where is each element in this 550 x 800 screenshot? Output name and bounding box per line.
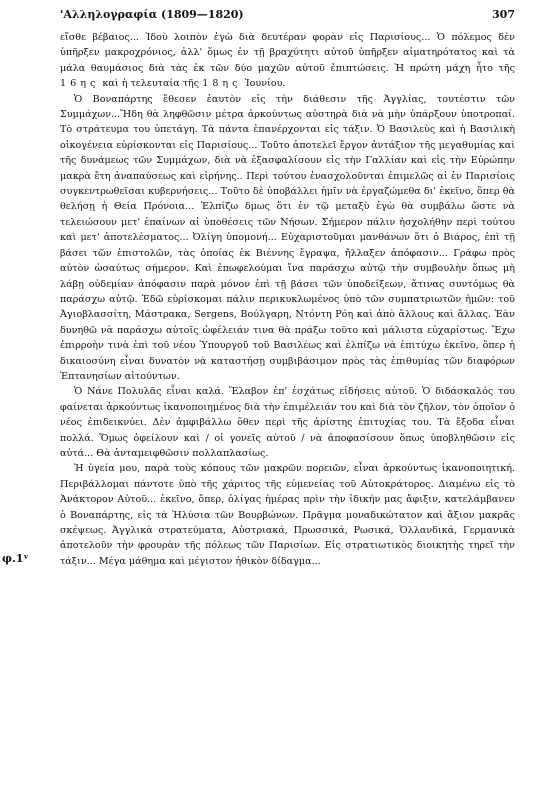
- date-first-battle: 16ης: [60, 78, 100, 90]
- paragraph-1-mid: καὶ ἡ τελευταία τῆς: [102, 78, 200, 90]
- date-last-battle: 18ης: [202, 78, 242, 90]
- paragraph-4: Ἡ ὑγεία μου, παρὰ τοὺς κόπους τῶν μακρῶν πορειῶν, εἶναι ἀρκούντως ἱκανοποιητική. Περιβάλλομαι πάντοτε ὑπὸ τῆς χάριτος τῆς εὐμενείας τοῦ Αὐτοκράτορος. Διαμένω εἰς τὸ Ἀνάκτορον Αὐτοῦ... ἐκεῖνο, ὅπερ, ὀλίγας ἡμέρας πρὶν τὴν ἰδικήν μας ἄφιξιν, κατελάμβανεν ὁ Βοναπάρτης, εἰς τὰ Ἠλύσια τῶν Βουρβώνων. Πρᾶγμα μοναδικώτατον καὶ ἄξιον μακρᾶς σκέψεως. Ἀγγλικὰ στρατεύματα, Αὐστριακά, Πρωσσικά, Ρωσικά, Ὁλλανδικά, Γερμανικὰ ἀποτελοῦν τὴν φρουρὰν τῆς πόλεως τῶν Παρισίων. Εἰς στρατιωτικὸς διοικητὴς τηρεῖ τὴν τάξιν... Μέγα μάθημα καὶ μέγιστον ἠθικὸν δίδαγμα...: [60, 463, 515, 567]
- running-title: 'Αλληλογραφία (1809—1820): [60, 8, 244, 21]
- paragraph-1-tail: Ἰουνίου.: [244, 78, 286, 90]
- paragraph-1-text: εἴσθε βέβαιος... Ἰδοὺ λοιπὸν ἐγὼ διὰ δευτέραν φορὰν εἰς Παρισίους... Ὁ πόλεμος δὲν ὑπῆρξεν μακροχρόνιος, ἀλλ' ὅμως ἐν τῇ βραχύτητι αὐτοῦ ὑπῆρξεν αἱματηρότατος καὶ τὰ μάλα θαυμάσιος διὰ τὰς ἐκ τῶν δύο μαχῶν αὐτοῦ ἐπιπτώσεις. Ἡ πρώτη μάχη ἦτο τῆς: [60, 32, 515, 74]
- letter-body: [60, 30, 515, 569]
- running-header: [60, 8, 515, 24]
- page-number: 307: [492, 8, 515, 21]
- paragraph-3: Ὁ Νάνε Πολυλᾶς εἶναι καλά. Ἔλαβον ἐπ' ἐσχάτως εἰδήσεις αὐτοῦ. Ὁ διδάσκαλός του φαίνεται ἀρκούντως ἱκανοποιημένος διὰ τὴν ἐπιμέλειάν του καὶ διὰ τὸν ζῆλον, τὸν ὁποῖον ὁ νέος ἐπιδεικνύει. Δὲν ἀμφιβάλλω ὅθεν περὶ τῆς ἀρίστης ἐπιτυχίας του. Τὰ ἔξοδα εἶναι πολλά. Ὅμως ὀφείλουν καὶ / οἱ γονεῖς αὐτοῦ / νὰ ἀποφασίσουν ὅπως ὑποβληθῶσιν εἰς αὐτά... Θὰ ἀνταμειφθῶσιν πολλαπλασίως.: [60, 386, 515, 459]
- paragraph-2: Ὁ Βοναπάρτης ἔθεσεν ἑαυτὸν εἰς τὴν διάθεσιν τῆς Ἀγγλίας, τουτέστιν τῶν Συμμάχων...Ἤδη θὰ ληφθῶσιν μέτρα ἀρκούντως αὐστηρὰ διὰ νὰ μὴν ὑπάρξουν ὑποτροπαί. Τὸ στράτευμα του ὑπετάγη. Τὰ πάντα ἐπανέρχονται εἰς τάξιν. Ὁ Βασιλεὺς καὶ ἡ Βασιλικὴ οἰκογένεια εὑρίσκονται εἰς Παρισίους... Τοῦτο ἀποτελεῖ ἔργον ἀντάξιον τῆς μεγαθυμίας καὶ τῆς δυνάμεως τῶν Συμμάχων, διὰ νὰ ἐξασφαλίσουν εἰς τὴν Γαλλίαν καὶ εἰς τὴν Εὐρώπην μακρὰ ἔτη ἀναπαύσεως καὶ εἰρήνης.. Περὶ τούτου ἐνασχολοῦνται ἐπιμελῶς αἱ ἐν Παρισίοις συγκεντρωθεῖσαι κυβερνήσεις... Τοῦτο δὲ ὑποβάλλει ἡμῖν νὰ ἐργαζώμεθα δι' ἐκεῖνο, ὅπερ θὰ θελήσῃ ἡ Θεία Πρόνοια... Ἐλπίζω δμως ὅτι ἐν τῷ μεταξὺ ἐγὼ θὰ συμβάλω ὥστε νὰ τελειώσουν μετ' ἐπαίνων αἱ ὑποθέσεις τῶν Νήσων. Σήμερον πάλιν ἠσχολήθην περὶ τούτου καὶ μετ' ἀποτελέσματος... Ὀλίγη ὑπομονή... Εὐχαριστοῦμαι μανθάνων ὅτι ὁ Βιάρος, ἐπὶ τῇ βάσει τῶν ἐπιστολῶν, τὰς ὁποίας ἐκ Βιέννης ἔγραψα, ἤλλαξεν ἀπόφασιν... Γράφω πρὸς αὐτὸν ὡσαύτως σήμερον. Καὶ ἐπωφελούμαι ἵνα παράσχω αὐτῷ τὴν συμβουλὴν ὅπως μὴ λάβῃ οὐδεμίαν ἀπόφασιν παρὰ μόνον ἐπὶ τῇ βάσει τῶν ὑποδείξεων, ἅτινας συντόμως θὰ παράσχω αὐτῷ. Ἐδῶ εὑρίσκομαι πάλιν περικυκλωμένος ὑπὸ τῶν συμπατριωτῶν ἡμῶν: τοῦ Ἀγιοβλασσίτη, Μάστρακα, Sergens, Βούλγαρη, Ντόντη Ρόη καὶ ἀπὸ ἄλλους καὶ ἄλλας. Ἐὰν δυνηθῶ νὰ παράσχω αὐτοῖς ὠφέλειάν τινα θὰ πράξω τοῦτο καὶ μάλιστα εὐχαρίστως. Ἔχω ἐπιρροὴν τινὰ ἐπὶ τοῦ νέου Ὑπουργοῦ τοῦ Βασιλέως καὶ ἐλπίζω νὰ ἐπιτύχω ἐκεῖνο, ὅπερ ἡ δικαιοσύνη εἶναι δυνατὸν νὰ καταστήσῃ συμβιβάσιμον πρὸς τὰς ἐπιθυμίας τῶν διαφόρων Ἑπτανησίων αἰτούντων.: [60, 93, 515, 382]
- folio-margin-note: φ.1ᵛ: [2, 552, 29, 565]
- paragraph-1: [60, 30, 515, 92]
